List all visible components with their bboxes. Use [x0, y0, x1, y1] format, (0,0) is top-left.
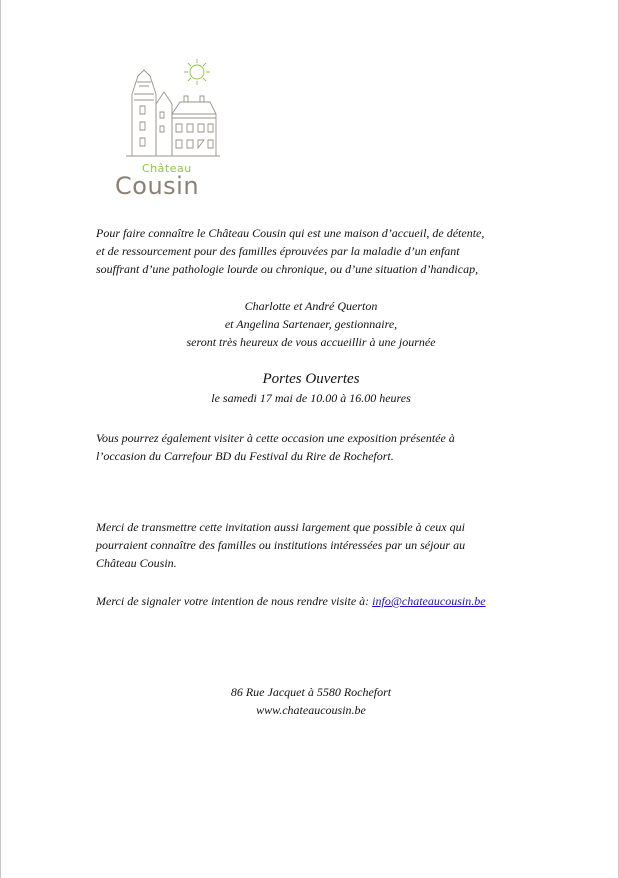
hosts-line: Charlotte et André Querton: [244, 299, 378, 313]
hosts-line: seront très heureux de vous accueillir à une journée: [186, 335, 436, 349]
exhibition-paragraph: [96, 429, 526, 465]
footer-block: [96, 683, 526, 719]
logo-cousin-text: Cousin: [115, 172, 200, 200]
chateau-cousin-logo: [112, 56, 222, 206]
castle-sketch-icon: [112, 56, 222, 161]
share-line: Château Cousin.: [96, 556, 177, 570]
intro-paragraph: [96, 224, 526, 278]
hosts-paragraph: [96, 297, 526, 351]
event-date: le samedi 17 mai de 10.00 à 16.00 heures: [211, 391, 411, 405]
hosts-line: et Angelina Sartenaer, gestionnaire,: [224, 317, 398, 331]
page-border-left: [0, 0, 1, 878]
event-block: [96, 369, 526, 407]
share-line: Merci de transmettre cette invitation aussi largement que possible à ceux qui: [96, 520, 465, 534]
share-paragraph: [96, 518, 526, 572]
exhibition-line: Vous pourrez également visiter à cette occasion une exposition présentée à: [96, 431, 455, 445]
event-title: Portes Ouvertes: [262, 371, 360, 387]
share-line: pourraient connaître des familles ou institutions intéressées par un séjour au: [96, 538, 466, 552]
rsvp-text: Merci de signaler votre intention de nous rendre visite à:: [96, 594, 373, 608]
intro-line: Pour faire connaître le Château Cousin qui est une maison d’accueil, de détente,: [96, 226, 485, 240]
email-link[interactable]: info@chateaucousin.be: [372, 594, 486, 608]
footer-address: 86 Rue Jacquet à 5580 Rochefort: [230, 685, 392, 699]
rsvp-paragraph: [96, 592, 536, 610]
intro-line: souffrant d’une pathologie lourde ou chronique, ou d’une situation d’handicap,: [96, 262, 479, 276]
intro-line: et de ressourcement pour des familles éprouvées par la maladie d’un enfant: [96, 244, 460, 258]
exhibition-line: l’occasion du Carrefour BD du Festival du Rire de Rochefort.: [96, 449, 394, 463]
logo-chateau-text: Château: [142, 162, 192, 175]
footer-website: www.chateaucousin.be: [256, 703, 366, 717]
